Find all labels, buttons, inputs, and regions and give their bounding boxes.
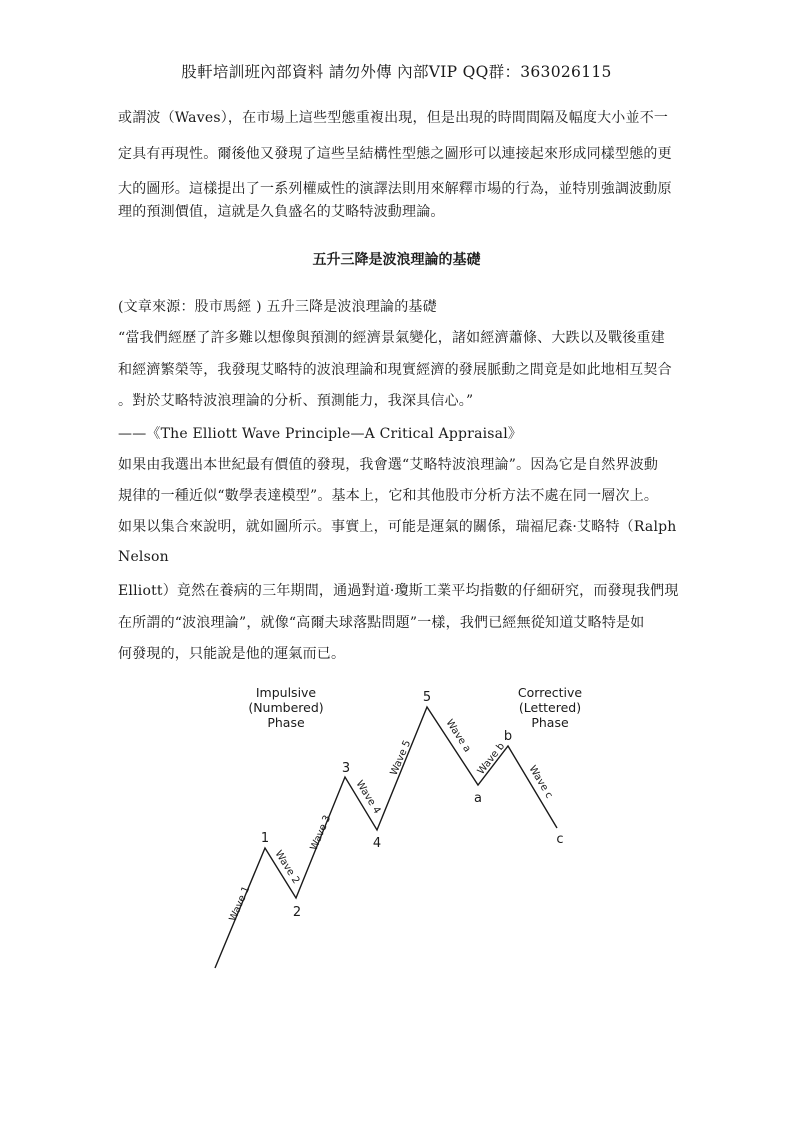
intro-line: 理的預測價值，這就是久負盛名的艾略特波動理論。 bbox=[118, 204, 445, 220]
section-title: 五升三降是波浪理論的基礎 bbox=[312, 252, 481, 268]
wave-label-a: Wave a bbox=[443, 717, 473, 755]
intro-line: 大的圖形。這樣提出了一系列權威性的演譯法則用來解釋市場的行為，並特別強調波動原 bbox=[118, 181, 672, 197]
impulsive-label-line2: (Numbered) bbox=[248, 700, 324, 715]
wave-label-1: Wave 1 bbox=[227, 884, 253, 924]
point-label-4: 4 bbox=[372, 836, 382, 851]
intro-line: 或謂波（Waves），在市場上這些型態重複出現，但是出現的時間間隔及幅度大小並不一 bbox=[118, 110, 669, 126]
wave-label-b: Wave b bbox=[475, 740, 508, 777]
point-label-5: 5 bbox=[422, 690, 432, 705]
intro-line: 定具有再現性。爾後他又發現了這些呈結構性型態之圖形可以連接起來形成同樣型態的更 bbox=[118, 146, 672, 162]
corrective-label-line3: Phase bbox=[531, 715, 569, 730]
impulsive-label-line1: Impulsive bbox=[255, 685, 317, 700]
wave-label-2: Wave 2 bbox=[272, 848, 302, 886]
wave-label-3: Wave 3 bbox=[308, 813, 334, 853]
quote-line: “當我們經歷了許多難以想像與預測的經濟景氣變化，諸如經濟蕭條、大跌以及戰後重建 bbox=[118, 330, 665, 346]
wave-label-c: Wave c bbox=[526, 763, 555, 801]
body-line: 在所謂的“波浪理論”，就像“高爾夫球落點問題”一樣，我們已經無從知道艾略特是如 bbox=[118, 615, 645, 631]
body-line: 規律的一種近似“數學表達模型”。基本上，它和其他股市分析方法不處在同一層次上。 bbox=[118, 488, 659, 504]
quote-line: 。對於艾略特波浪理論的分析、預測能力，我深具信心。” bbox=[118, 393, 474, 409]
source-line: (文章來源：股市馬經 ) 五升三降是波浪理論的基礎 bbox=[118, 299, 437, 315]
body-line: 如果由我選出本世紀最有價值的發現，我會選“艾略特波浪理論”。因為它是自然界波動 bbox=[118, 457, 659, 473]
wave-label-5: Wave 5 bbox=[388, 738, 414, 778]
wave-path bbox=[215, 707, 557, 968]
corrective-label-line2: (Lettered) bbox=[518, 700, 582, 715]
citation: ——《The Elliott Wave Principle—A Critical Appraisal》 bbox=[118, 426, 523, 442]
point-label-b: b bbox=[503, 729, 513, 744]
point-label-2: 2 bbox=[292, 905, 302, 920]
wave-label-4: Wave 4 bbox=[353, 778, 383, 816]
point-label-1: 1 bbox=[260, 831, 270, 846]
body-line: 何發現的，只能說是他的運氣而已。 bbox=[118, 646, 346, 662]
point-label-c: c bbox=[556, 832, 564, 847]
impulsive-label-line3: Phase bbox=[267, 715, 305, 730]
body-line: Elliott）竟然在養病的三年期間，通過對道·瓊斯工業平均指數的仔細研究，而發現我們現 bbox=[118, 583, 679, 599]
corrective-label-line1: Corrective bbox=[517, 685, 583, 700]
point-label-3: 3 bbox=[341, 761, 351, 776]
body-line: 如果以集合來說明，就如圖所示。事實上，可能是運氣的關係，瑞福尼森·艾略特（Ralph bbox=[118, 519, 677, 535]
quote-line: 和經濟繁榮等，我發現艾略特的波浪理論和現實經濟的發展脈動之間竟是如此地相互契合 bbox=[118, 362, 672, 378]
page-header-watermark: 股軒培訓班內部資料 請勿外傳 內部VIP QQ群：363026115 bbox=[181, 63, 612, 81]
body-line: Nelson bbox=[118, 549, 169, 565]
point-label-a: a bbox=[474, 791, 482, 806]
